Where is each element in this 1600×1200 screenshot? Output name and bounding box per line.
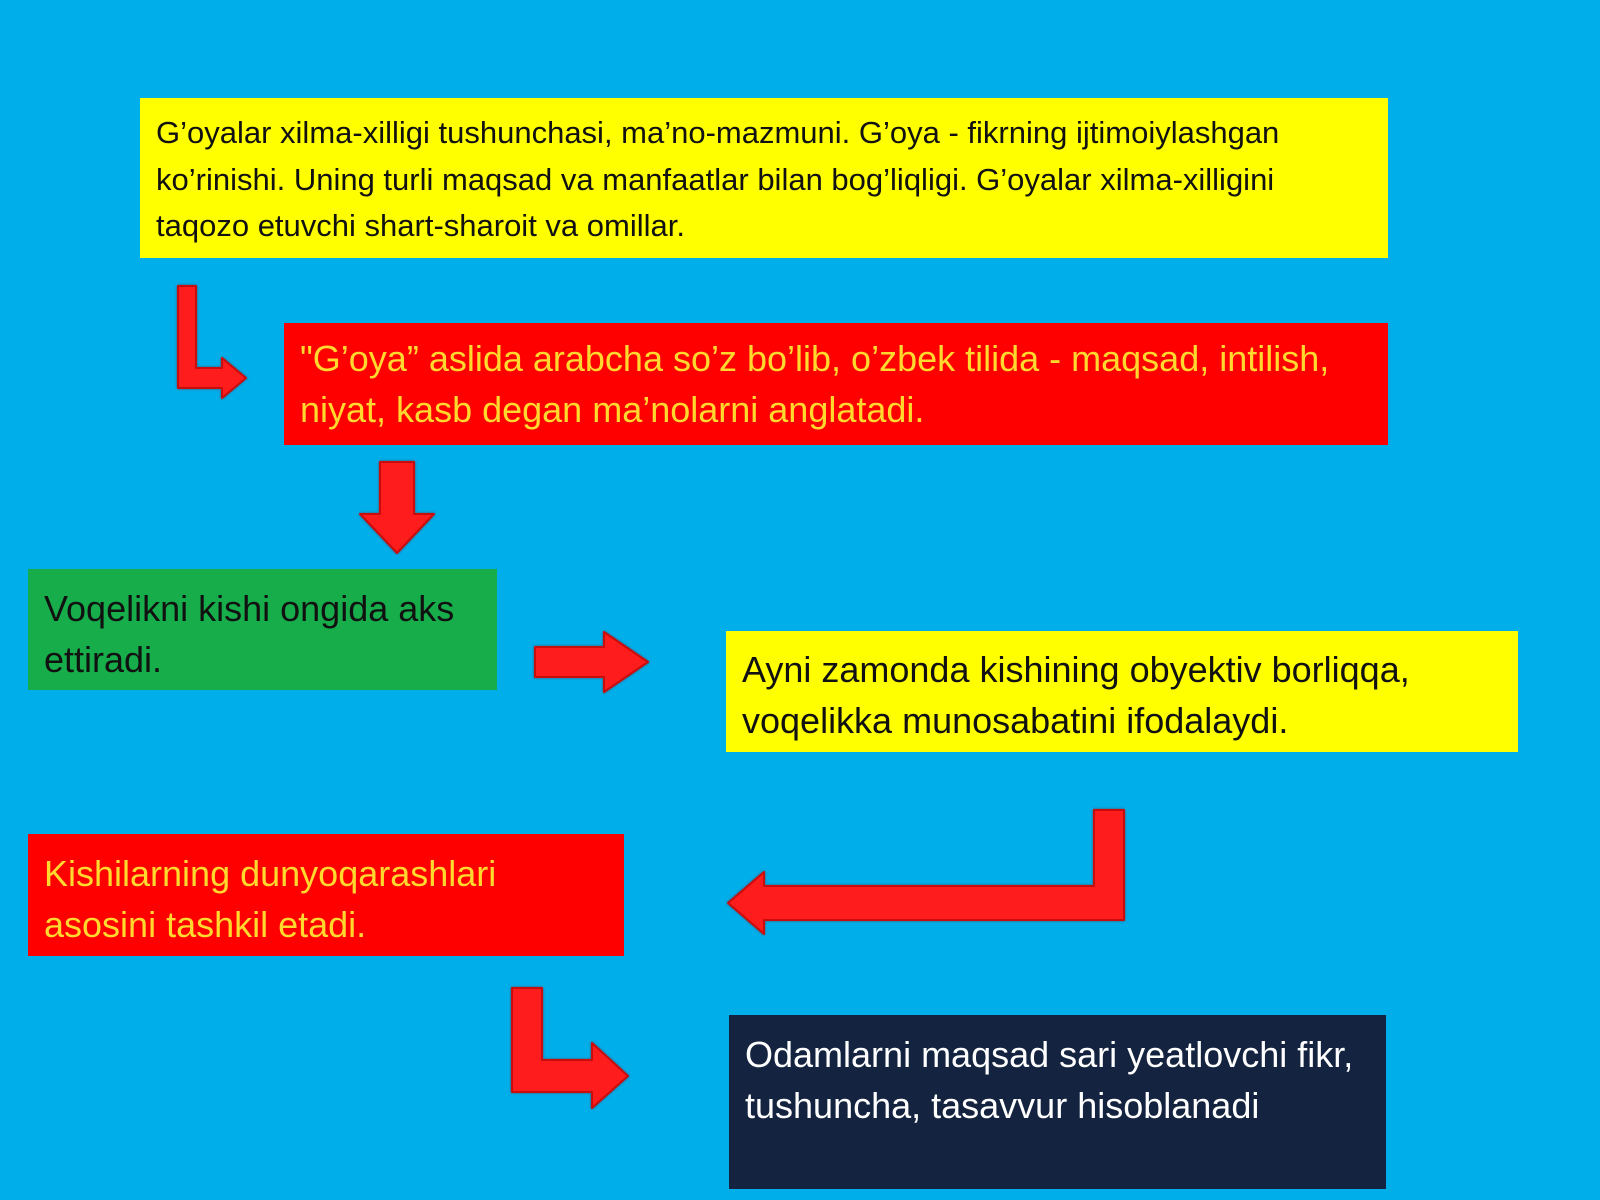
arrow-right-reflects-reality-to-expresses-attitude bbox=[535, 632, 648, 692]
etymology-text: "G’oya” aslida arabcha so’z bo’lib, o’zbek tilida - maqsad, intilish, niyat, kasb degan ma’nolarni anglatadi. bbox=[300, 338, 1330, 431]
guiding-idea-text: Odamlarni maqsad sari yeatlovchi fikr, tushuncha, tasavvur hisoblanadi bbox=[745, 1034, 1354, 1127]
reflects-reality-text: Voqelikni kishi ongida aks ettiradi. bbox=[44, 588, 455, 681]
expresses-attitude-text: Ayni zamonda kishining obyektiv borliqqa, voqelikka munosabatini ifodalaydi. bbox=[742, 649, 1410, 742]
arrow-elbow-definition-to-etymology bbox=[178, 286, 246, 398]
arrow-elbow-expresses-attitude-to-worldview-basis bbox=[728, 810, 1124, 934]
definition-text: G’oyalar xilma-xilligi tushunchasi, ma’no-mazmuni. G’oya - fikrning ijtimoiylashgan ko’rinishi. Uning turli maqsad va manfaatlar bilan bog’liqligi. G’oyalar xilma-xilligini taqozo etuvchi shart-sharoit va omillar. bbox=[156, 115, 1280, 243]
arrow-elbow-worldview-basis-to-guiding-idea bbox=[512, 988, 628, 1108]
worldview-basis-text: Kishilarning dunyoqarashlari asosini tashkil etadi. bbox=[44, 853, 497, 946]
arrow-down-etymology-to-reflects-reality bbox=[360, 462, 434, 553]
